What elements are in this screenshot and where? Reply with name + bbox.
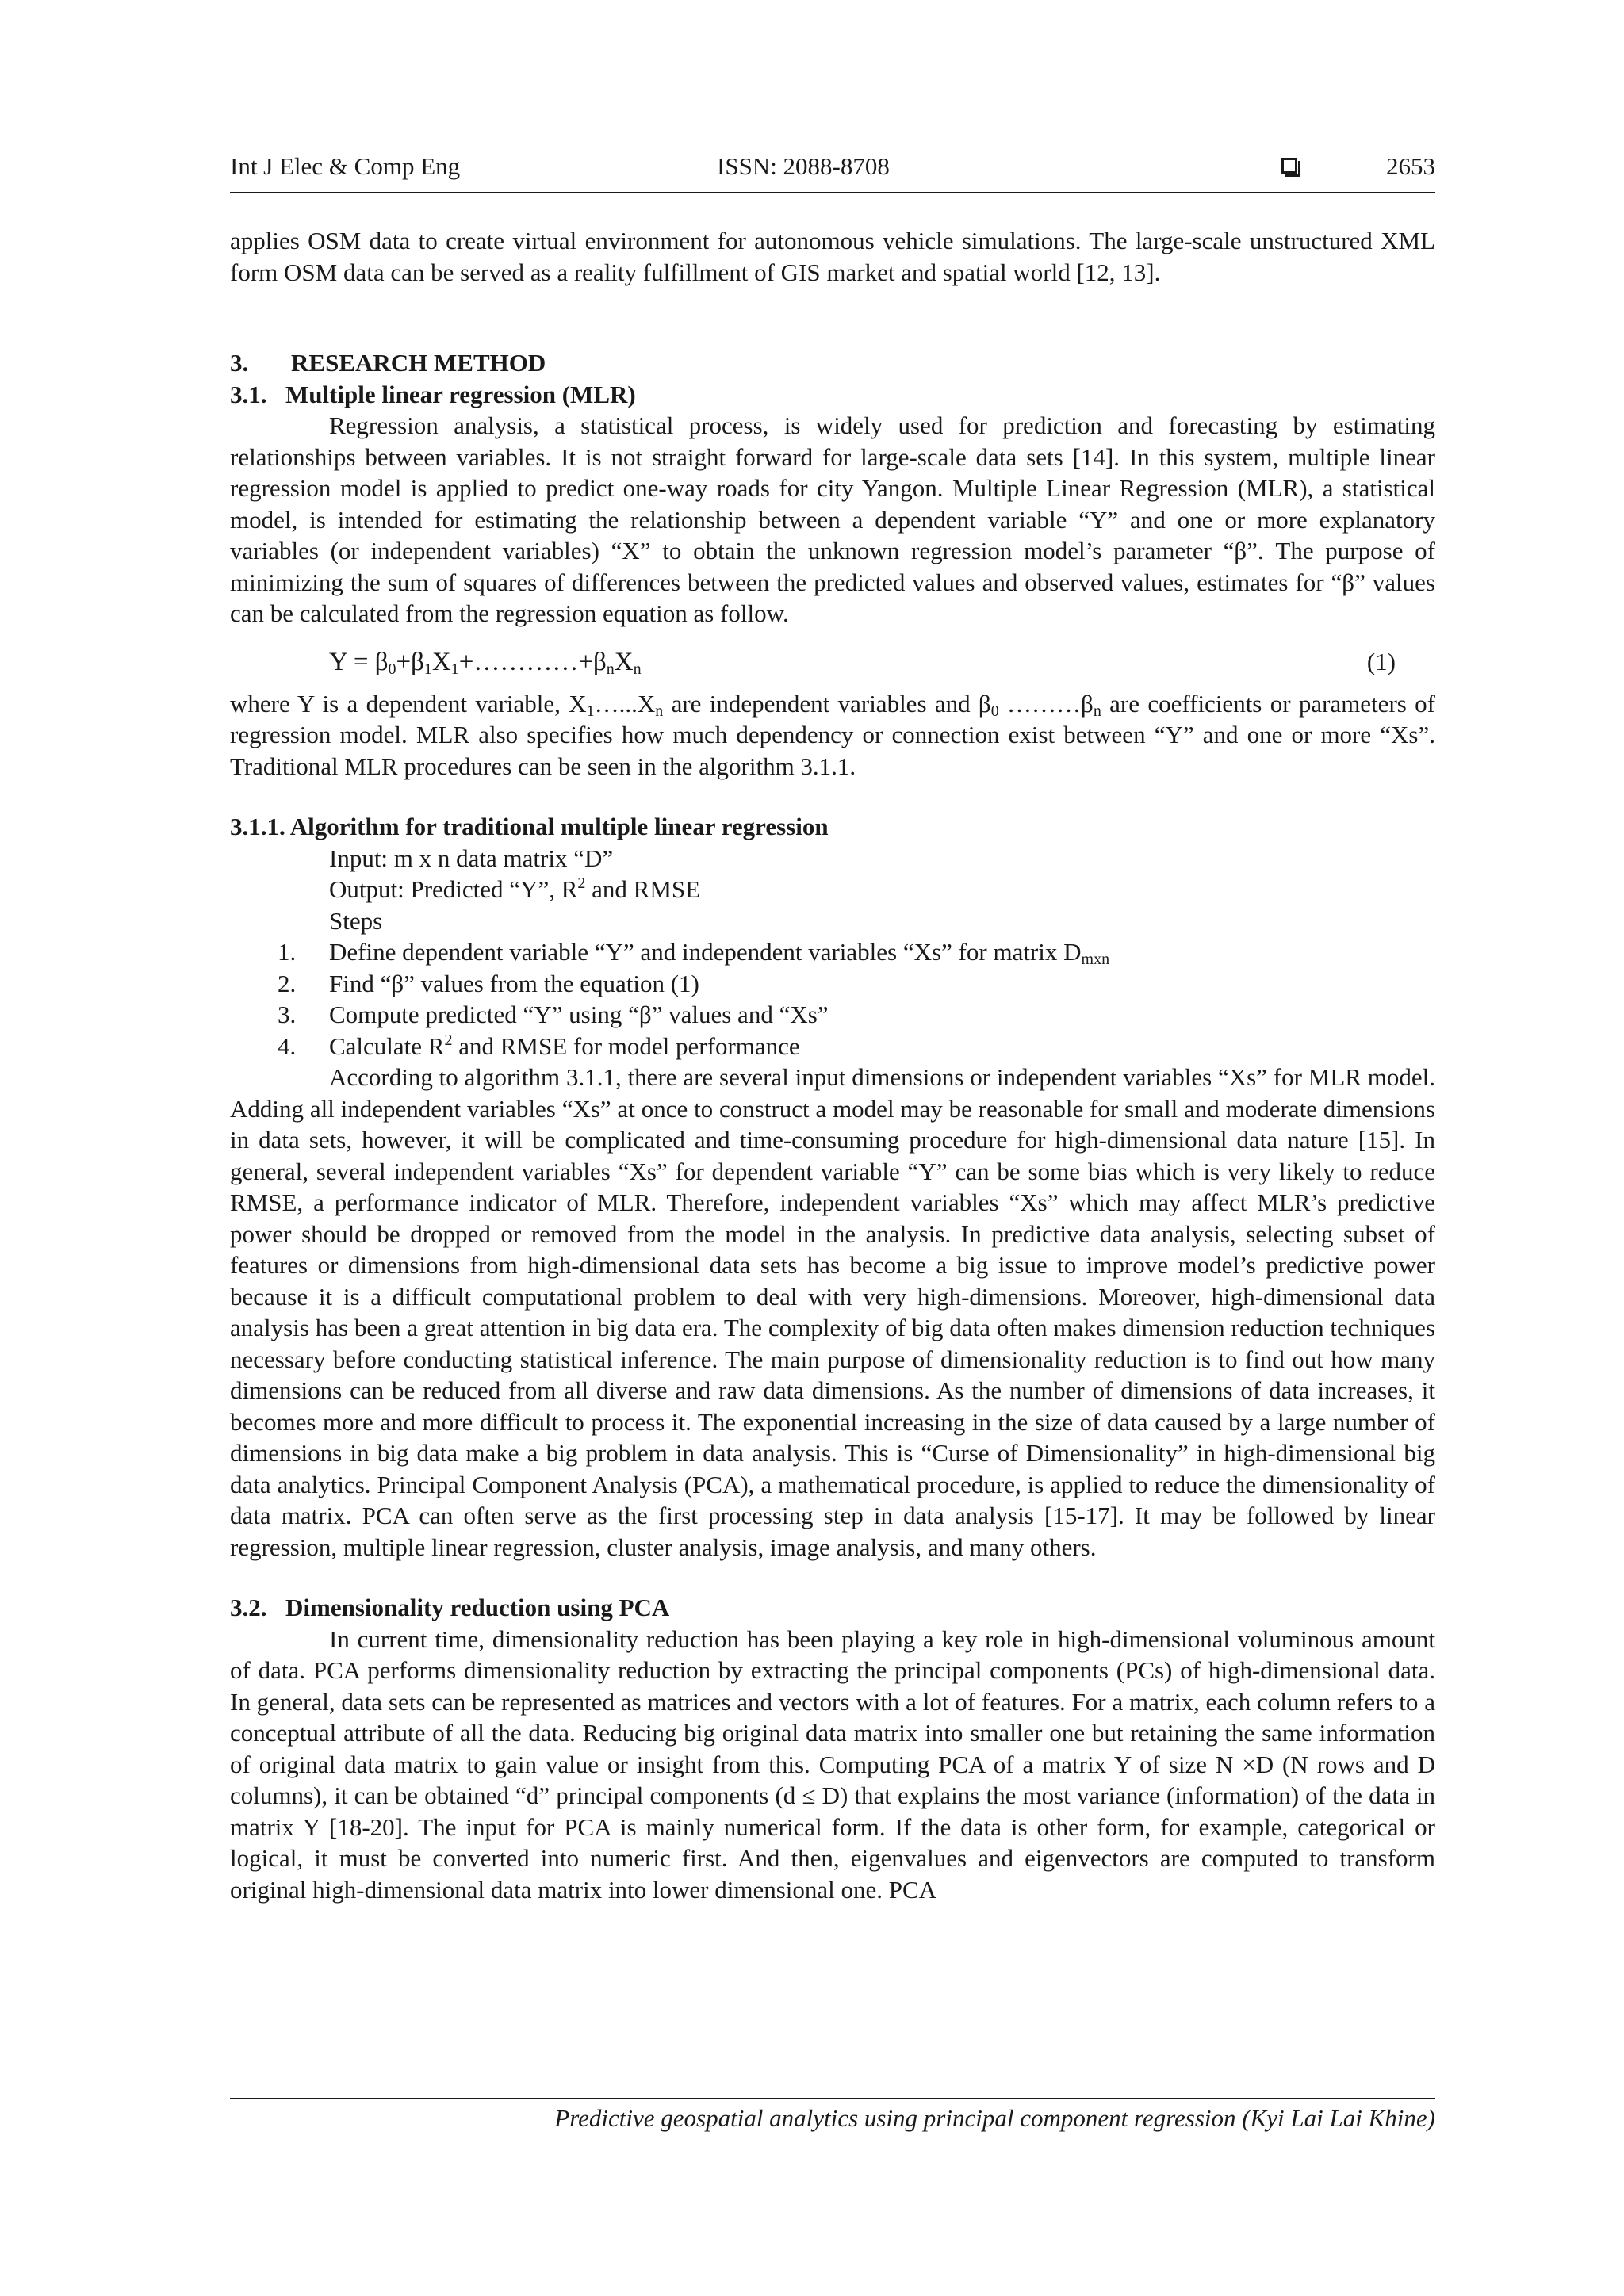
mlr-paragraph: Regression analysis, a statistical process, is widely used for prediction and forecasting by estimating relationships between variables. It is not straight forward for large-scale data sets [14]. In this system, multiple linear regression model is applied to predict one-way roads for city Yangon. Multiple Linear Regression (MLR), a statistical model, is intended for estimating the relationship between a dependent variable “Y” and one or more explanatory variables (or independent variables) “X” to obtain the unknown regression model’s parameter “β”. The purpose of minimizing the sum of squares of differences between the predicted values and observed values, estimates for “β” values can be calculated from the regression equation as follow.: [230, 411, 1435, 627]
footer-rule: [230, 2098, 1435, 2099]
algorithm-step: 4. Calculate $R^2$ and RMSE for model performance: [278, 1031, 800, 1060]
where-paragraph: where Y is a dependent variable, $X_1\dots...X_n$ are independent variables and $\beta_0$ $\dots\dots\dots\beta_n$ are coefficients or parameters of regression model. MLR also specifies how much dependency or connection exist between “Y” and one or more “Xs”. Traditional MLR procedures can be seen in the algorithm 3.1.1.: [230, 689, 1435, 780]
intro-paragraph: applies OSM data to create virtual environment for autonomous vehicle simulations. The large-scale unstructured XML form OSM data can be served as a reality fulfillment of GIS market and spatial world [12, 13].: [230, 227, 1435, 286]
algorithm-step: 1. Define dependent variable “Y” and independent variables “Xs” for matrix $D_{mxn}$: [278, 938, 1110, 968]
algorithm-steps: [230, 936, 1435, 1062]
pca-paragraph: In current time, dimensionality reduction has been playing a key role in high-dimensional voluminous amount of data. PCA performs dimensionality reduction by extracting the principal components (PCs) of high-dimensional data. In general, data sets can be represented as matrices and vectors with a lot of features. For a matrix, each column refers to a conceptual attribute of all the data. Reducing big original data matrix into smaller one but retaining the same information of original data matrix to gain value or insight from this. Computing PCA of a matrix Y of size N ×D (N rows and D columns), it can be obtained “d” principal components (d ≤ D) that explains the most variance (information) of the data in matrix Y [18-20]. The input for PCA is mainly numerical form. If the data is other form, for example, categorical or logical, it must be converted into numeric first. And then, eigenvalues and eigenvectors are computed to transform original high-dimensional data matrix into lower dimensional one. PCA: [230, 1624, 1435, 1904]
algorithm-steps-label: Steps: [329, 906, 383, 935]
equation-1: [230, 642, 1435, 682]
section-heading-3: 3. RESEARCH METHOD: [230, 349, 546, 377]
footer-title: Predictive geospatial analytics using principal component regression (Kyi Lai Lai Khine): [554, 2104, 1435, 2132]
journal-name: Int J Elec & Comp Eng: [230, 152, 461, 180]
running-footer: [230, 2098, 1435, 2134]
square-bullet-icon: [1281, 158, 1297, 174]
algorithm-step: 3. Compute predicted “Y” using “β” values and “Xs”: [278, 1001, 829, 1028]
algorithm-input: Input: m x n data matrix “D”: [329, 844, 614, 872]
running-header: [230, 151, 1435, 190]
algorithm-discussion-paragraph: According to algorithm 3.1.1, there are several input dimensions or independent variables “Xs” for MLR model. Adding all independent variables “Xs” at once to construct a model may be reasonable for small and moderate dimensions in data sets, however, it will be complicated and time-consuming procedure for high-dimensional data nature [15]. In general, several independent variables “Xs” for dependent variable “Y” can be some bias which is very likely to reduce RMSE, a performance indicator of MLR. Therefore, independent variables “Xs” which may affect MLR’s predictive power should be dropped or removed from the model in the analysis. In predictive data analysis, selecting subset of features or dimensions from high-dimensional data sets has become a big issue to improve model’s predictive power because it is a difficult computational problem to deal with very high-dimensions. Moreover, high-dimensional data analysis has been a great attention in big data era. The complexity of big data often makes dimension reduction techniques necessary before conducting statistical inference. The main purpose of dimensionality reduction is to find out how many dimensions can be reduced from all diverse and raw data dimensions. As the number of dimensions of data increases, it becomes more and more difficult to process it. The exponential increasing in the size of data caused by a large number of dimensions in big data make a big problem in data analysis. This is “Curse of Dimensionality” in high-dimensional big data analytics. Principal Component Analysis (PCA), a mathematical procedure, is applied to reduce the dimensionality of data matrix. PCA can often serve as the first processing step in data analysis [15-17]. It may be followed by linear regression, multiple linear regression, cluster analysis, image analysis, and many others.: [230, 1063, 1435, 1561]
page-number: 2653: [1386, 152, 1435, 180]
equation-expression: $Y = \beta_0+\beta_1X_1+\dots\dots\dots\dots+\beta_nX_n$: [329, 647, 642, 678]
equation-number: (1): [1366, 647, 1396, 675]
page: [230, 151, 1435, 1905]
section-heading-3-1: 3.1. Multiple linear regression (MLR): [230, 380, 636, 408]
algorithm-step: 2. Find “β” values from the equation (1): [278, 969, 699, 997]
algorithm-output: Output: Predicted “Y”, $R^2$ and RMSE: [329, 874, 701, 903]
section-heading-3-2: 3.2. Dimensionality reduction using PCA: [230, 1594, 670, 1621]
issn: ISSN: 2088-8708: [717, 152, 890, 180]
section-heading-3-1-1: 3.1.1. Algorithm for traditional multiple linear regression: [230, 813, 829, 840]
